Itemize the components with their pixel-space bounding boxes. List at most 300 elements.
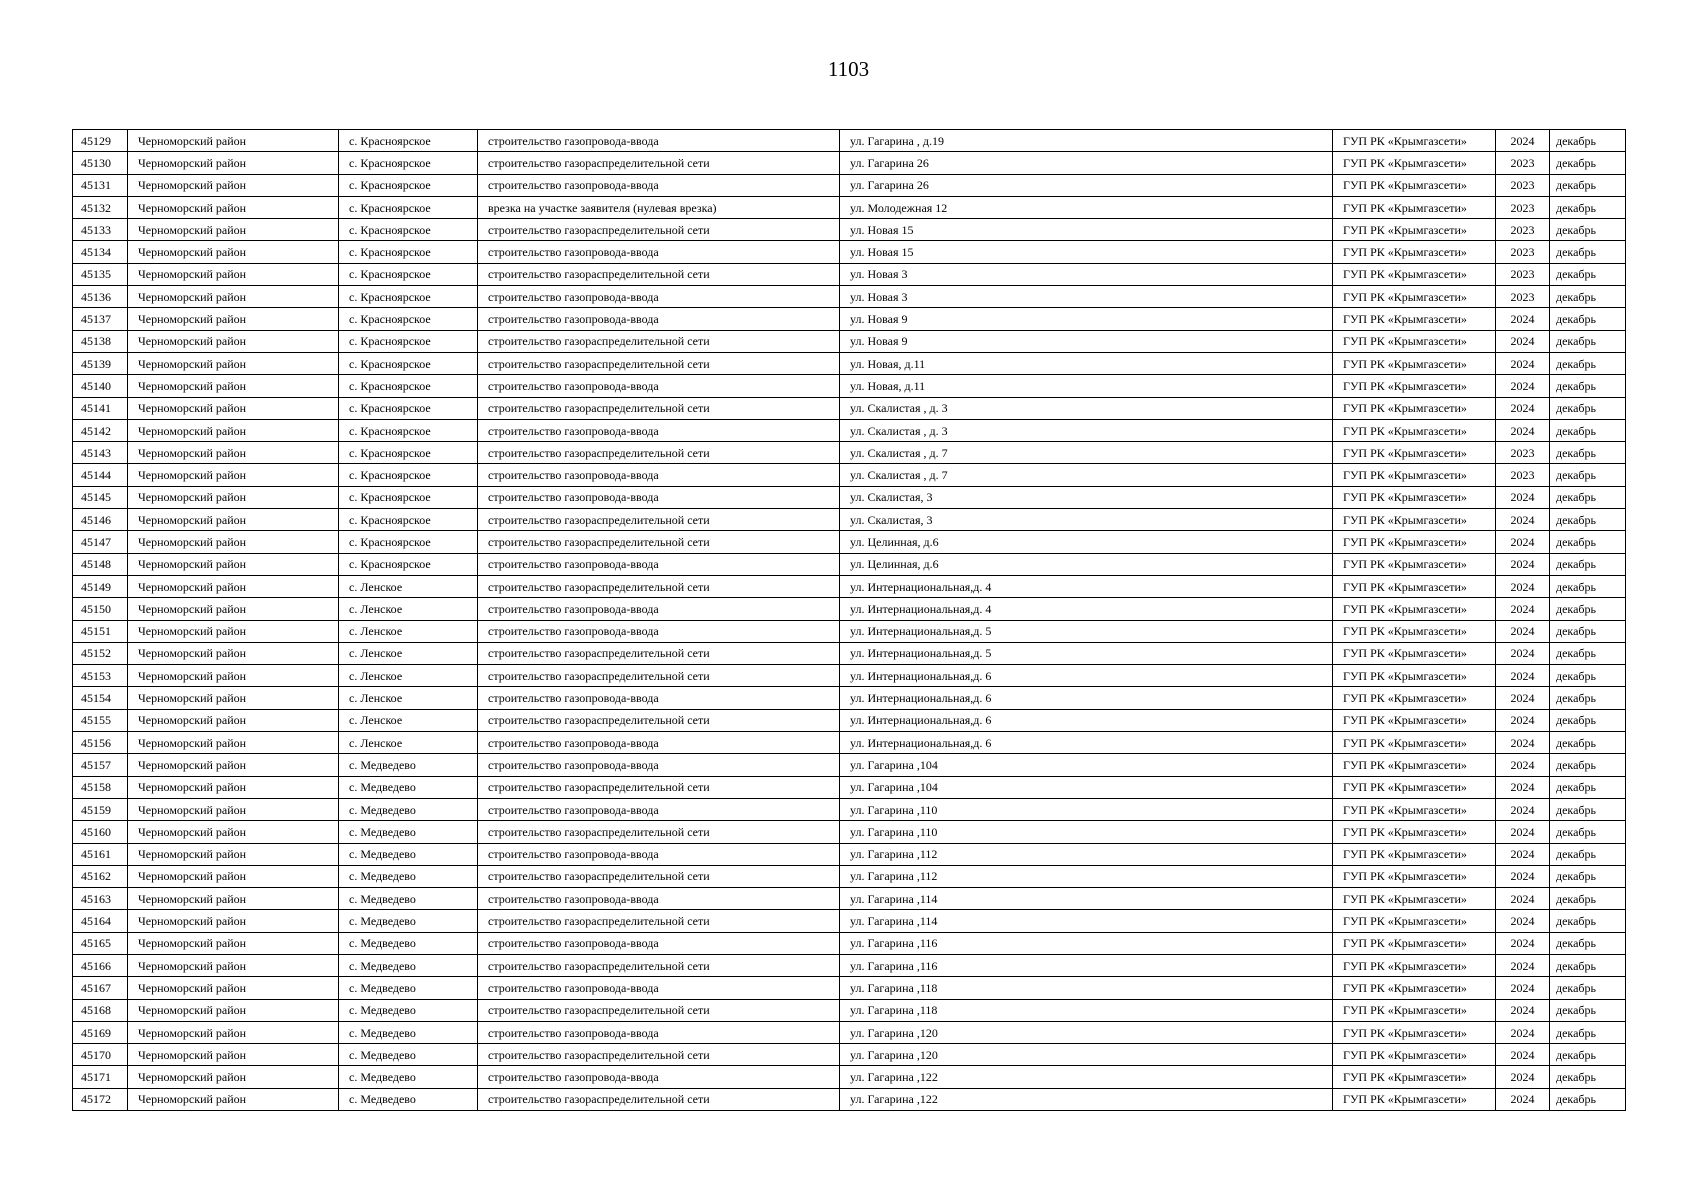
month-cell: декабрь	[1550, 352, 1626, 374]
address-cell: ул. Скалистая , д. 7	[840, 464, 1333, 486]
year-cell: 2024	[1496, 687, 1550, 709]
month-cell: декабрь	[1550, 286, 1626, 308]
gasification-schedule-table	[72, 129, 1626, 1111]
work-type-cell: строительство газораспределительной сети	[478, 910, 840, 932]
work-type-cell: врезка на участке заявителя (нулевая врезка)	[478, 196, 840, 218]
row-number-cell: 45148	[73, 553, 128, 575]
locality-cell: с. Медведево	[339, 843, 478, 865]
year-cell: 2024	[1496, 352, 1550, 374]
year-cell: 2024	[1496, 665, 1550, 687]
month-cell: декабрь	[1550, 308, 1626, 330]
locality-cell: с. Красноярское	[339, 397, 478, 419]
locality-cell: с. Медведево	[339, 932, 478, 954]
table-row	[73, 509, 1626, 531]
district-cell: Черноморский район	[128, 531, 339, 553]
work-type-cell: строительство газопровода-ввода	[478, 1021, 840, 1043]
district-cell: Черноморский район	[128, 464, 339, 486]
district-cell: Черноморский район	[128, 665, 339, 687]
organization-cell: ГУП РК «Крымгазсети»	[1333, 910, 1496, 932]
year-cell: 2024	[1496, 977, 1550, 999]
work-type-cell: строительство газопровода-ввода	[478, 687, 840, 709]
organization-cell: ГУП РК «Крымгазсети»	[1333, 776, 1496, 798]
address-cell: ул. Интернациональная,д. 6	[840, 709, 1333, 731]
locality-cell: с. Медведево	[339, 754, 478, 776]
row-number-cell: 45171	[73, 1066, 128, 1088]
organization-cell: ГУП РК «Крымгазсети»	[1333, 575, 1496, 597]
address-cell: ул. Гагарина ,122	[840, 1088, 1333, 1110]
district-cell: Черноморский район	[128, 776, 339, 798]
locality-cell: с. Красноярское	[339, 152, 478, 174]
organization-cell: ГУП РК «Крымгазсети»	[1333, 442, 1496, 464]
row-number-cell: 45152	[73, 642, 128, 664]
locality-cell: с. Красноярское	[339, 308, 478, 330]
organization-cell: ГУП РК «Крымгазсети»	[1333, 509, 1496, 531]
address-cell: ул. Гагарина ,118	[840, 977, 1333, 999]
row-number-cell: 45136	[73, 286, 128, 308]
organization-cell: ГУП РК «Крымгазсети»	[1333, 1044, 1496, 1066]
district-cell: Черноморский район	[128, 865, 339, 887]
table-row	[73, 241, 1626, 263]
month-cell: декабрь	[1550, 152, 1626, 174]
work-type-cell: строительство газораспределительной сети	[478, 665, 840, 687]
address-cell: ул. Интернациональная,д. 6	[840, 665, 1333, 687]
month-cell: декабрь	[1550, 598, 1626, 620]
month-cell: декабрь	[1550, 709, 1626, 731]
work-type-cell: строительство газопровода-ввода	[478, 754, 840, 776]
locality-cell: с. Медведево	[339, 798, 478, 820]
locality-cell: с. Красноярское	[339, 196, 478, 218]
year-cell: 2024	[1496, 843, 1550, 865]
year-cell: 2024	[1496, 932, 1550, 954]
district-cell: Черноморский район	[128, 152, 339, 174]
work-type-cell: строительство газораспределительной сети	[478, 954, 840, 976]
organization-cell: ГУП РК «Крымгазсети»	[1333, 977, 1496, 999]
locality-cell: с. Ленское	[339, 732, 478, 754]
year-cell: 2024	[1496, 1088, 1550, 1110]
organization-cell: ГУП РК «Крымгазсети»	[1333, 665, 1496, 687]
month-cell: декабрь	[1550, 1088, 1626, 1110]
work-type-cell: строительство газораспределительной сети	[478, 219, 840, 241]
district-cell: Черноморский район	[128, 308, 339, 330]
year-cell: 2023	[1496, 263, 1550, 285]
locality-cell: с. Ленское	[339, 687, 478, 709]
month-cell: декабрь	[1550, 196, 1626, 218]
table-row	[73, 196, 1626, 218]
row-number-cell: 45163	[73, 888, 128, 910]
row-number-cell: 45159	[73, 798, 128, 820]
month-cell: декабрь	[1550, 888, 1626, 910]
district-cell: Черноморский район	[128, 732, 339, 754]
row-number-cell: 45160	[73, 821, 128, 843]
address-cell: ул. Скалистая, 3	[840, 509, 1333, 531]
address-cell: ул. Скалистая , д. 3	[840, 419, 1333, 441]
organization-cell: ГУП РК «Крымгазсети»	[1333, 486, 1496, 508]
year-cell: 2024	[1496, 620, 1550, 642]
table-row	[73, 665, 1626, 687]
year-cell: 2024	[1496, 709, 1550, 731]
work-type-cell: строительство газопровода-ввода	[478, 888, 840, 910]
district-cell: Черноморский район	[128, 130, 339, 152]
page-number: 1103	[827, 57, 870, 81]
work-type-cell: строительство газораспределительной сети	[478, 330, 840, 352]
year-cell: 2024	[1496, 397, 1550, 419]
district-cell: Черноморский район	[128, 575, 339, 597]
address-cell: ул. Гагарина ,116	[840, 954, 1333, 976]
locality-cell: с. Ленское	[339, 620, 478, 642]
row-number-cell: 45139	[73, 352, 128, 374]
locality-cell: с. Красноярское	[339, 375, 478, 397]
locality-cell: с. Ленское	[339, 575, 478, 597]
district-cell: Черноморский район	[128, 977, 339, 999]
district-cell: Черноморский район	[128, 999, 339, 1021]
work-type-cell: строительство газораспределительной сети	[478, 709, 840, 731]
table-row	[73, 598, 1626, 620]
row-number-cell: 45135	[73, 263, 128, 285]
table-row	[73, 553, 1626, 575]
address-cell: ул. Гагарина , д.19	[840, 130, 1333, 152]
month-cell: декабрь	[1550, 575, 1626, 597]
locality-cell: с. Медведево	[339, 888, 478, 910]
row-number-cell: 45155	[73, 709, 128, 731]
organization-cell: ГУП РК «Крымгазсети»	[1333, 330, 1496, 352]
locality-cell: с. Красноярское	[339, 241, 478, 263]
work-type-cell: строительство газопровода-ввода	[478, 977, 840, 999]
month-cell: декабрь	[1550, 397, 1626, 419]
year-cell: 2024	[1496, 1021, 1550, 1043]
address-cell: ул. Целинная, д.6	[840, 531, 1333, 553]
locality-cell: с. Красноярское	[339, 174, 478, 196]
district-cell: Черноморский район	[128, 954, 339, 976]
month-cell: декабрь	[1550, 642, 1626, 664]
month-cell: декабрь	[1550, 999, 1626, 1021]
row-number-cell: 45168	[73, 999, 128, 1021]
table-row	[73, 821, 1626, 843]
district-cell: Черноморский район	[128, 486, 339, 508]
year-cell: 2024	[1496, 888, 1550, 910]
year-cell: 2024	[1496, 732, 1550, 754]
district-cell: Черноморский район	[128, 174, 339, 196]
locality-cell: с. Красноярское	[339, 130, 478, 152]
year-cell: 2024	[1496, 865, 1550, 887]
work-type-cell: строительство газораспределительной сети	[478, 263, 840, 285]
table-row	[73, 732, 1626, 754]
year-cell: 2023	[1496, 219, 1550, 241]
address-cell: ул. Скалистая , д. 3	[840, 397, 1333, 419]
address-cell: ул. Новая 15	[840, 219, 1333, 241]
table-row	[73, 999, 1626, 1021]
work-type-cell: строительство газопровода-ввода	[478, 308, 840, 330]
organization-cell: ГУП РК «Крымгазсети»	[1333, 821, 1496, 843]
year-cell: 2024	[1496, 954, 1550, 976]
month-cell: декабрь	[1550, 330, 1626, 352]
organization-cell: ГУП РК «Крымгазсети»	[1333, 286, 1496, 308]
table-row	[73, 1066, 1626, 1088]
month-cell: декабрь	[1550, 821, 1626, 843]
work-type-cell: строительство газопровода-ввода	[478, 464, 840, 486]
locality-cell: с. Медведево	[339, 977, 478, 999]
organization-cell: ГУП РК «Крымгазсети»	[1333, 263, 1496, 285]
month-cell: декабрь	[1550, 442, 1626, 464]
address-cell: ул. Гагарина 26	[840, 174, 1333, 196]
row-number-cell: 45151	[73, 620, 128, 642]
address-cell: ул. Новая, д.11	[840, 375, 1333, 397]
table-row	[73, 152, 1626, 174]
table-row	[73, 932, 1626, 954]
address-cell: ул. Интернациональная,д. 6	[840, 687, 1333, 709]
table-row	[73, 486, 1626, 508]
organization-cell: ГУП РК «Крымгазсети»	[1333, 531, 1496, 553]
locality-cell: с. Красноярское	[339, 419, 478, 441]
organization-cell: ГУП РК «Крымгазсети»	[1333, 888, 1496, 910]
organization-cell: ГУП РК «Крымгазсети»	[1333, 1021, 1496, 1043]
year-cell: 2024	[1496, 776, 1550, 798]
district-cell: Черноморский район	[128, 196, 339, 218]
locality-cell: с. Ленское	[339, 665, 478, 687]
month-cell: декабрь	[1550, 1044, 1626, 1066]
address-cell: ул. Молодежная 12	[840, 196, 1333, 218]
locality-cell: с. Красноярское	[339, 553, 478, 575]
table-row	[73, 464, 1626, 486]
district-cell: Черноморский район	[128, 888, 339, 910]
row-number-cell: 45146	[73, 509, 128, 531]
table-row	[73, 754, 1626, 776]
district-cell: Черноморский район	[128, 709, 339, 731]
year-cell: 2024	[1496, 375, 1550, 397]
table-row	[73, 1021, 1626, 1043]
year-cell: 2024	[1496, 1066, 1550, 1088]
locality-cell: с. Медведево	[339, 821, 478, 843]
row-number-cell: 45172	[73, 1088, 128, 1110]
table-row	[73, 843, 1626, 865]
year-cell: 2023	[1496, 241, 1550, 263]
year-cell: 2024	[1496, 798, 1550, 820]
address-cell: ул. Интернациональная,д. 4	[840, 598, 1333, 620]
district-cell: Черноморский район	[128, 1088, 339, 1110]
table-row	[73, 419, 1626, 441]
year-cell: 2024	[1496, 910, 1550, 932]
year-cell: 2024	[1496, 598, 1550, 620]
month-cell: декабрь	[1550, 509, 1626, 531]
work-type-cell: строительство газопровода-ввода	[478, 932, 840, 954]
district-cell: Черноморский район	[128, 219, 339, 241]
row-number-cell: 45143	[73, 442, 128, 464]
table-row	[73, 286, 1626, 308]
organization-cell: ГУП РК «Крымгазсети»	[1333, 241, 1496, 263]
work-type-cell: строительство газораспределительной сети	[478, 531, 840, 553]
organization-cell: ГУП РК «Крымгазсети»	[1333, 598, 1496, 620]
row-number-cell: 45131	[73, 174, 128, 196]
organization-cell: ГУП РК «Крымгазсети»	[1333, 196, 1496, 218]
address-cell: ул. Гагарина ,112	[840, 843, 1333, 865]
table-row	[73, 1044, 1626, 1066]
month-cell: декабрь	[1550, 954, 1626, 976]
row-number-cell: 45156	[73, 732, 128, 754]
row-number-cell: 45149	[73, 575, 128, 597]
locality-cell: с. Медведево	[339, 999, 478, 1021]
month-cell: декабрь	[1550, 843, 1626, 865]
district-cell: Черноморский район	[128, 932, 339, 954]
month-cell: декабрь	[1550, 419, 1626, 441]
address-cell: ул. Гагарина ,112	[840, 865, 1333, 887]
locality-cell: с. Медведево	[339, 1066, 478, 1088]
address-cell: ул. Гагарина ,122	[840, 1066, 1333, 1088]
district-cell: Черноморский район	[128, 1066, 339, 1088]
district-cell: Черноморский район	[128, 620, 339, 642]
district-cell: Черноморский район	[128, 1021, 339, 1043]
address-cell: ул. Новая 3	[840, 263, 1333, 285]
address-cell: ул. Новая 9	[840, 308, 1333, 330]
address-cell: ул. Интернациональная,д. 4	[840, 575, 1333, 597]
work-type-cell: строительство газопровода-ввода	[478, 486, 840, 508]
table-row	[73, 308, 1626, 330]
organization-cell: ГУП РК «Крымгазсети»	[1333, 130, 1496, 152]
table-row	[73, 375, 1626, 397]
table-row	[73, 910, 1626, 932]
year-cell: 2024	[1496, 130, 1550, 152]
organization-cell: ГУП РК «Крымгазсети»	[1333, 687, 1496, 709]
organization-cell: ГУП РК «Крымгазсети»	[1333, 620, 1496, 642]
year-cell: 2023	[1496, 174, 1550, 196]
organization-cell: ГУП РК «Крымгазсети»	[1333, 732, 1496, 754]
row-number-cell: 45154	[73, 687, 128, 709]
month-cell: декабрь	[1550, 754, 1626, 776]
organization-cell: ГУП РК «Крымгазсети»	[1333, 375, 1496, 397]
year-cell: 2024	[1496, 509, 1550, 531]
locality-cell: с. Красноярское	[339, 330, 478, 352]
organization-cell: ГУП РК «Крымгазсети»	[1333, 843, 1496, 865]
organization-cell: ГУП РК «Крымгазсети»	[1333, 1088, 1496, 1110]
locality-cell: с. Красноярское	[339, 442, 478, 464]
address-cell: ул. Скалистая, 3	[840, 486, 1333, 508]
work-type-cell: строительство газораспределительной сети	[478, 352, 840, 374]
month-cell: декабрь	[1550, 687, 1626, 709]
district-cell: Черноморский район	[128, 642, 339, 664]
work-type-cell: строительство газопровода-ввода	[478, 130, 840, 152]
table-row	[73, 219, 1626, 241]
locality-cell: с. Медведево	[339, 954, 478, 976]
address-cell: ул. Интернациональная,д. 6	[840, 732, 1333, 754]
organization-cell: ГУП РК «Крымгазсети»	[1333, 642, 1496, 664]
district-cell: Черноморский район	[128, 263, 339, 285]
work-type-cell: строительство газораспределительной сети	[478, 999, 840, 1021]
year-cell: 2023	[1496, 464, 1550, 486]
address-cell: ул. Гагарина ,114	[840, 910, 1333, 932]
work-type-cell: строительство газопровода-ввода	[478, 286, 840, 308]
work-type-cell: строительство газораспределительной сети	[478, 821, 840, 843]
table-row	[73, 442, 1626, 464]
district-cell: Черноморский район	[128, 553, 339, 575]
address-cell: ул. Гагарина ,104	[840, 776, 1333, 798]
locality-cell: с. Медведево	[339, 1044, 478, 1066]
row-number-cell: 45134	[73, 241, 128, 263]
locality-cell: с. Медведево	[339, 776, 478, 798]
year-cell: 2024	[1496, 1044, 1550, 1066]
year-cell: 2024	[1496, 308, 1550, 330]
row-number-cell: 45144	[73, 464, 128, 486]
table-row	[73, 642, 1626, 664]
month-cell: декабрь	[1550, 732, 1626, 754]
table-row	[73, 330, 1626, 352]
row-number-cell: 45145	[73, 486, 128, 508]
year-cell: 2024	[1496, 642, 1550, 664]
district-cell: Черноморский район	[128, 843, 339, 865]
district-cell: Черноморский район	[128, 509, 339, 531]
district-cell: Черноморский район	[128, 910, 339, 932]
work-type-cell: строительство газораспределительной сети	[478, 152, 840, 174]
year-cell: 2024	[1496, 821, 1550, 843]
year-cell: 2024	[1496, 531, 1550, 553]
address-cell: ул. Скалистая , д. 7	[840, 442, 1333, 464]
address-cell: ул. Новая 15	[840, 241, 1333, 263]
locality-cell: с. Красноярское	[339, 219, 478, 241]
year-cell: 2024	[1496, 754, 1550, 776]
month-cell: декабрь	[1550, 486, 1626, 508]
row-number-cell: 45130	[73, 152, 128, 174]
locality-cell: с. Красноярское	[339, 509, 478, 531]
organization-cell: ГУП РК «Крымгазсети»	[1333, 308, 1496, 330]
year-cell: 2023	[1496, 286, 1550, 308]
locality-cell: с. Медведево	[339, 865, 478, 887]
year-cell: 2024	[1496, 419, 1550, 441]
address-cell: ул. Гагарина ,120	[840, 1021, 1333, 1043]
row-number-cell: 45169	[73, 1021, 128, 1043]
district-cell: Черноморский район	[128, 241, 339, 263]
row-number-cell: 45165	[73, 932, 128, 954]
year-cell: 2024	[1496, 575, 1550, 597]
locality-cell: с. Красноярское	[339, 464, 478, 486]
row-number-cell: 45142	[73, 419, 128, 441]
organization-cell: ГУП РК «Крымгазсети»	[1333, 419, 1496, 441]
month-cell: декабрь	[1550, 553, 1626, 575]
table-row	[73, 575, 1626, 597]
work-type-cell: строительство газопровода-ввода	[478, 732, 840, 754]
table-row	[73, 776, 1626, 798]
row-number-cell: 45138	[73, 330, 128, 352]
row-number-cell: 45147	[73, 531, 128, 553]
month-cell: декабрь	[1550, 219, 1626, 241]
work-type-cell: строительство газопровода-ввода	[478, 620, 840, 642]
row-number-cell: 45129	[73, 130, 128, 152]
work-type-cell: строительство газопровода-ввода	[478, 798, 840, 820]
locality-cell: с. Красноярское	[339, 352, 478, 374]
month-cell: декабрь	[1550, 241, 1626, 263]
row-number-cell: 45162	[73, 865, 128, 887]
address-cell: ул. Гагарина ,114	[840, 888, 1333, 910]
month-cell: декабрь	[1550, 1066, 1626, 1088]
table-row	[73, 397, 1626, 419]
table-row	[73, 888, 1626, 910]
year-cell: 2023	[1496, 442, 1550, 464]
row-number-cell: 45141	[73, 397, 128, 419]
address-cell: ул. Гагарина ,110	[840, 798, 1333, 820]
row-number-cell: 45137	[73, 308, 128, 330]
month-cell: декабрь	[1550, 130, 1626, 152]
month-cell: декабрь	[1550, 263, 1626, 285]
table-row	[73, 687, 1626, 709]
year-cell: 2024	[1496, 330, 1550, 352]
organization-cell: ГУП РК «Крымгазсети»	[1333, 709, 1496, 731]
row-number-cell: 45153	[73, 665, 128, 687]
year-cell: 2024	[1496, 553, 1550, 575]
organization-cell: ГУП РК «Крымгазсети»	[1333, 798, 1496, 820]
address-cell: ул. Новая, д.11	[840, 352, 1333, 374]
month-cell: декабрь	[1550, 910, 1626, 932]
organization-cell: ГУП РК «Крымгазсети»	[1333, 219, 1496, 241]
district-cell: Черноморский район	[128, 286, 339, 308]
work-type-cell: строительство газопровода-ввода	[478, 241, 840, 263]
table-row	[73, 531, 1626, 553]
row-number-cell: 45132	[73, 196, 128, 218]
